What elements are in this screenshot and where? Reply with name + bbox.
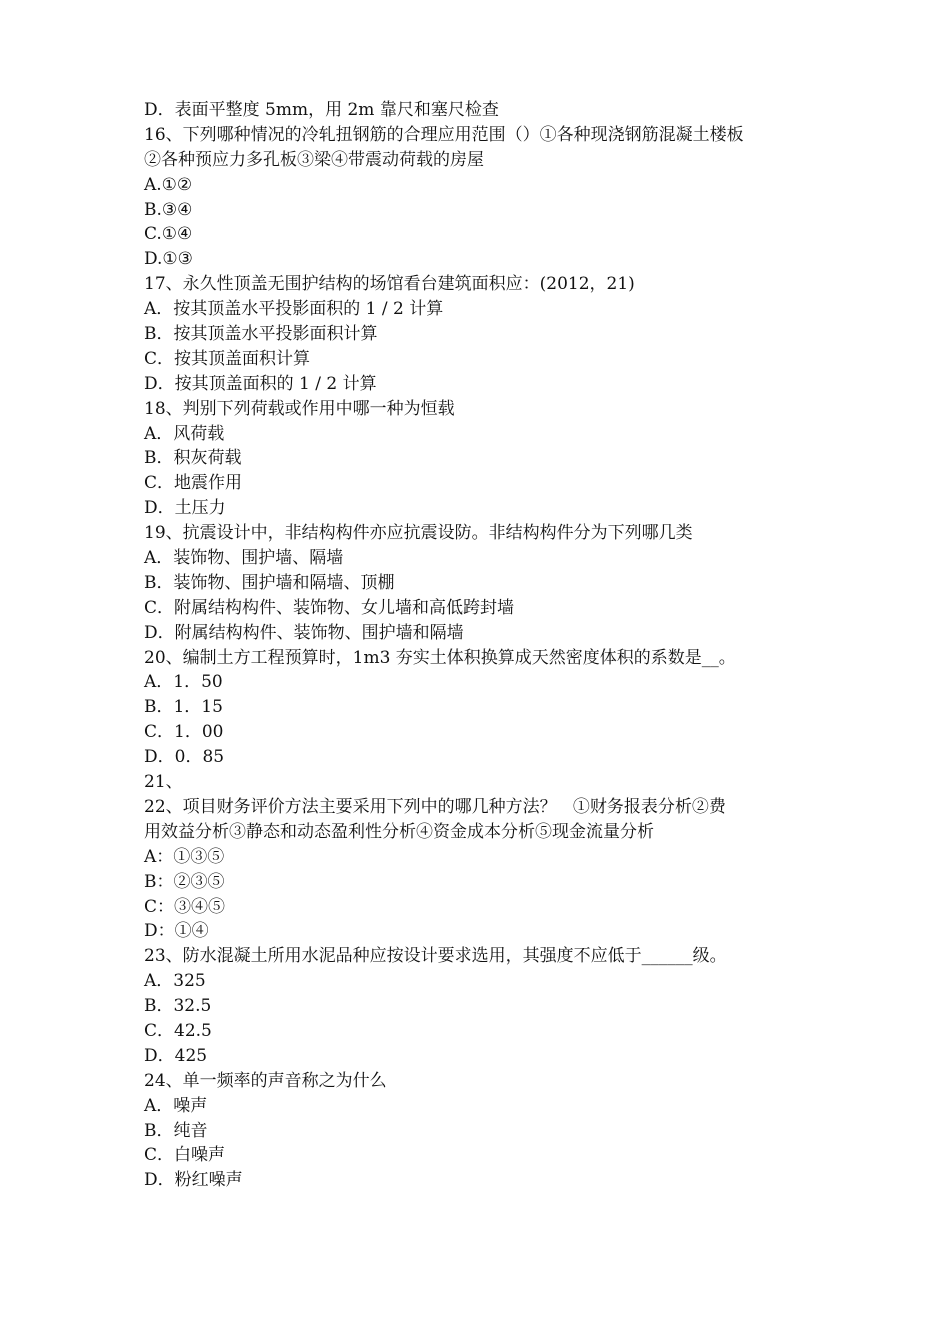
option-line: A．装饰物、围护墙、隔墙 bbox=[144, 548, 344, 569]
option-line: D．0．85 bbox=[144, 747, 225, 768]
question-line: 22、项目财务评价方法主要采用下列中的哪几种方法？ ①财务报表分析②费 bbox=[144, 796, 726, 817]
option-line: D．按其顶盖面积的 1 / 2 计算 bbox=[144, 373, 377, 394]
document-page bbox=[144, 98, 814, 1193]
option-line: B．纯音 bbox=[144, 1120, 208, 1141]
option-line: C．地震作用 bbox=[144, 473, 243, 494]
question-line: 17、永久性顶盖无围护结构的场馆看台建筑面积应：(2012，21) bbox=[144, 274, 635, 295]
option-line: C．42.5 bbox=[144, 1020, 212, 1041]
option-line: D.①③ bbox=[144, 249, 193, 270]
question-line: 24、单一频率的声音称之为什么 bbox=[144, 1070, 387, 1091]
option-line: B．装饰物、围护墙和隔墙、顶棚 bbox=[144, 572, 395, 593]
option-line: D．附属结构构件、装饰物、围护墙和隔墙 bbox=[144, 622, 464, 643]
option-line: A．噪声 bbox=[144, 1095, 208, 1116]
option-line: B．积灰荷载 bbox=[144, 448, 242, 469]
question-line: 19、抗震设计中，非结构构件亦应抗震设防。非结构构件分为下列哪几类 bbox=[144, 523, 693, 544]
option-line: D：①④ bbox=[144, 921, 209, 942]
option-line: B.③④ bbox=[144, 199, 193, 220]
option-line: D．粉红噪声 bbox=[144, 1170, 243, 1191]
option-line: B．按其顶盖水平投影面积计算 bbox=[144, 324, 378, 345]
option-line: A．按其顶盖水平投影面积的 1 / 2 计算 bbox=[144, 299, 444, 320]
question-line: 18、判别下列荷载或作用中哪一种为恒载 bbox=[144, 398, 455, 419]
question-line: 23、防水混凝土所用水泥品种应按设计要求选用，其强度不应低于______级。 bbox=[144, 946, 727, 967]
option-line: D．表面平整度 5mm，用 2m 靠尺和塞尺检查 bbox=[144, 100, 499, 120]
option-line: A.①② bbox=[144, 174, 193, 195]
option-line: A．风荷载 bbox=[144, 423, 225, 444]
option-line: C．白噪声 bbox=[144, 1145, 226, 1166]
option-line: B．32.5 bbox=[144, 996, 212, 1017]
question-line: 21、 bbox=[144, 772, 183, 793]
option-line: C：③④⑤ bbox=[144, 896, 226, 917]
option-line: B：②③⑤ bbox=[144, 871, 225, 892]
question-line: 用效益分析③静态和动态盈利性分析④资金成本分析⑤现金流量分析 bbox=[144, 821, 654, 842]
question-line: 16、下列哪种情况的冷轧扭钢筋的合理应用范围（）①各种现浇钢筋混凝土楼板 bbox=[144, 124, 744, 145]
option-line: C．附属结构构件、装饰物、女儿墙和高低跨封墙 bbox=[144, 597, 515, 618]
option-line: A．1．50 bbox=[144, 672, 223, 693]
option-line: D．425 bbox=[144, 1045, 208, 1066]
option-line: C．按其顶盖面积计算 bbox=[144, 348, 311, 369]
question-line: ②各种预应力多孔板③梁④带震动荷载的房屋 bbox=[144, 149, 484, 170]
option-line: D．土压力 bbox=[144, 498, 226, 519]
option-line: A．325 bbox=[144, 971, 206, 992]
option-line: B．1．15 bbox=[144, 697, 223, 718]
option-line: A：①③⑤ bbox=[144, 846, 225, 867]
option-line: C.①④ bbox=[144, 224, 193, 245]
option-line: C．1．00 bbox=[144, 722, 224, 743]
question-line: 20、编制土方工程预算时，1m3 夯实土体积换算成天然密度体积的系数是__。 bbox=[144, 647, 736, 668]
